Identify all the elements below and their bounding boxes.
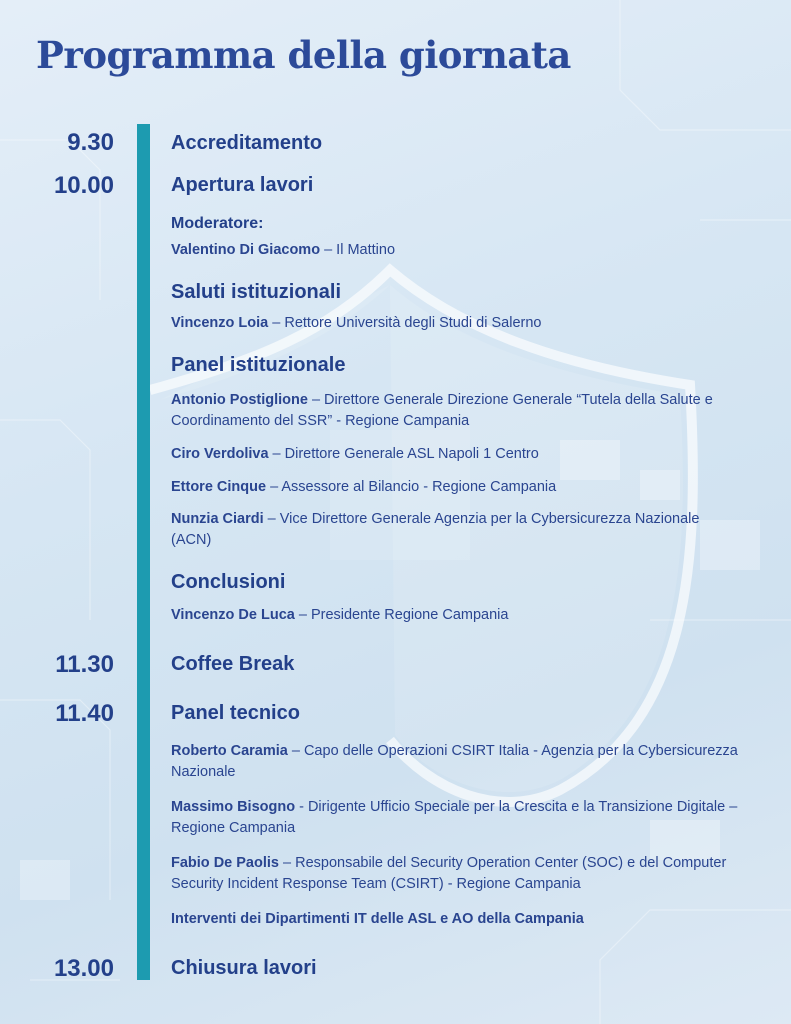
speaker-name: Antonio Postiglione — [171, 392, 308, 408]
session-title: Chiusura lavori — [171, 957, 317, 979]
speaker-entry — [171, 605, 741, 626]
speaker-entry — [171, 741, 741, 783]
speaker-name: Valentino Di Giacomo — [171, 242, 321, 258]
session-title: Accreditamento — [171, 132, 323, 154]
speaker-name: Nunzia Ciardi — [171, 511, 264, 527]
speaker-name: Roberto Caramia — [171, 743, 288, 759]
time-label: 11.40 — [55, 700, 114, 727]
speaker-role: – Rettore Università degli Studi di Salerno — [268, 315, 542, 331]
timeline-bar — [137, 124, 150, 980]
time-label: 9.30 — [67, 129, 114, 156]
session-title: Apertura lavori — [171, 174, 314, 196]
speaker-entry — [171, 909, 741, 930]
speaker-entry — [171, 240, 741, 261]
speaker-role: – Vice Direttore Generale Agenzia per la Cybersicurezza Nazionale (ACN) — [171, 511, 700, 548]
speaker-role: – Presidente Regione Campania — [294, 607, 509, 623]
speaker-name: Ettore Cinque — [171, 479, 267, 495]
speaker-name: Massimo Bisogno — [171, 799, 296, 815]
time-label: 11.30 — [55, 651, 114, 678]
it-departments-note: Interventi dei Dipartimenti IT delle ASL e AO della Campania — [171, 911, 584, 927]
speaker-name: Fabio De Paolis — [171, 855, 279, 871]
session-title: Coffee Break — [171, 653, 295, 675]
section-heading: Conclusioni — [171, 571, 286, 593]
speaker-entry — [171, 313, 741, 334]
speaker-role: – Direttore Generale Direzione Generale “Tutela della Salute e Coordinamento del SSR” - Regione Campania — [171, 392, 713, 429]
speaker-role: – Capo delle Operazioni CSIRT Italia - Agenzia per la Cybersicurezza Nazionale — [171, 743, 738, 780]
speaker-entry — [171, 797, 741, 839]
speaker-name: Vincenzo De Luca — [171, 607, 295, 623]
section-heading: Saluti istituzionali — [171, 281, 342, 303]
section-heading: Panel istituzionale — [171, 354, 346, 376]
time-label: 13.00 — [53, 955, 114, 982]
speaker-role: – Direttore Generale ASL Napoli 1 Centro — [268, 446, 539, 462]
speaker-role: – Il Mattino — [320, 242, 396, 258]
speaker-entry — [171, 509, 741, 551]
page-title: Programma della giornata — [36, 33, 571, 77]
speaker-entry — [171, 853, 741, 895]
speaker-name: Vincenzo Loia — [171, 315, 269, 331]
speaker-role: – Responsabile del Security Operation Center (SOC) e del Computer Security Incident Response Team (CSIRT) - Regione Campania — [171, 855, 727, 892]
speaker-role: – Assessore al Bilancio - Regione Campania — [266, 479, 557, 495]
speaker-entry — [171, 477, 741, 498]
moderator-label: Moderatore: — [171, 215, 264, 232]
speaker-name: Ciro Verdoliva — [171, 446, 269, 462]
speaker-entry — [171, 444, 741, 465]
session-title: Panel tecnico — [171, 702, 300, 724]
speaker-role: - Dirigente Ufficio Speciale per la Crescita e la Transizione Digitale – Regione Campania — [171, 799, 738, 836]
time-label: 10.00 — [53, 172, 114, 199]
speaker-entry — [171, 390, 741, 432]
